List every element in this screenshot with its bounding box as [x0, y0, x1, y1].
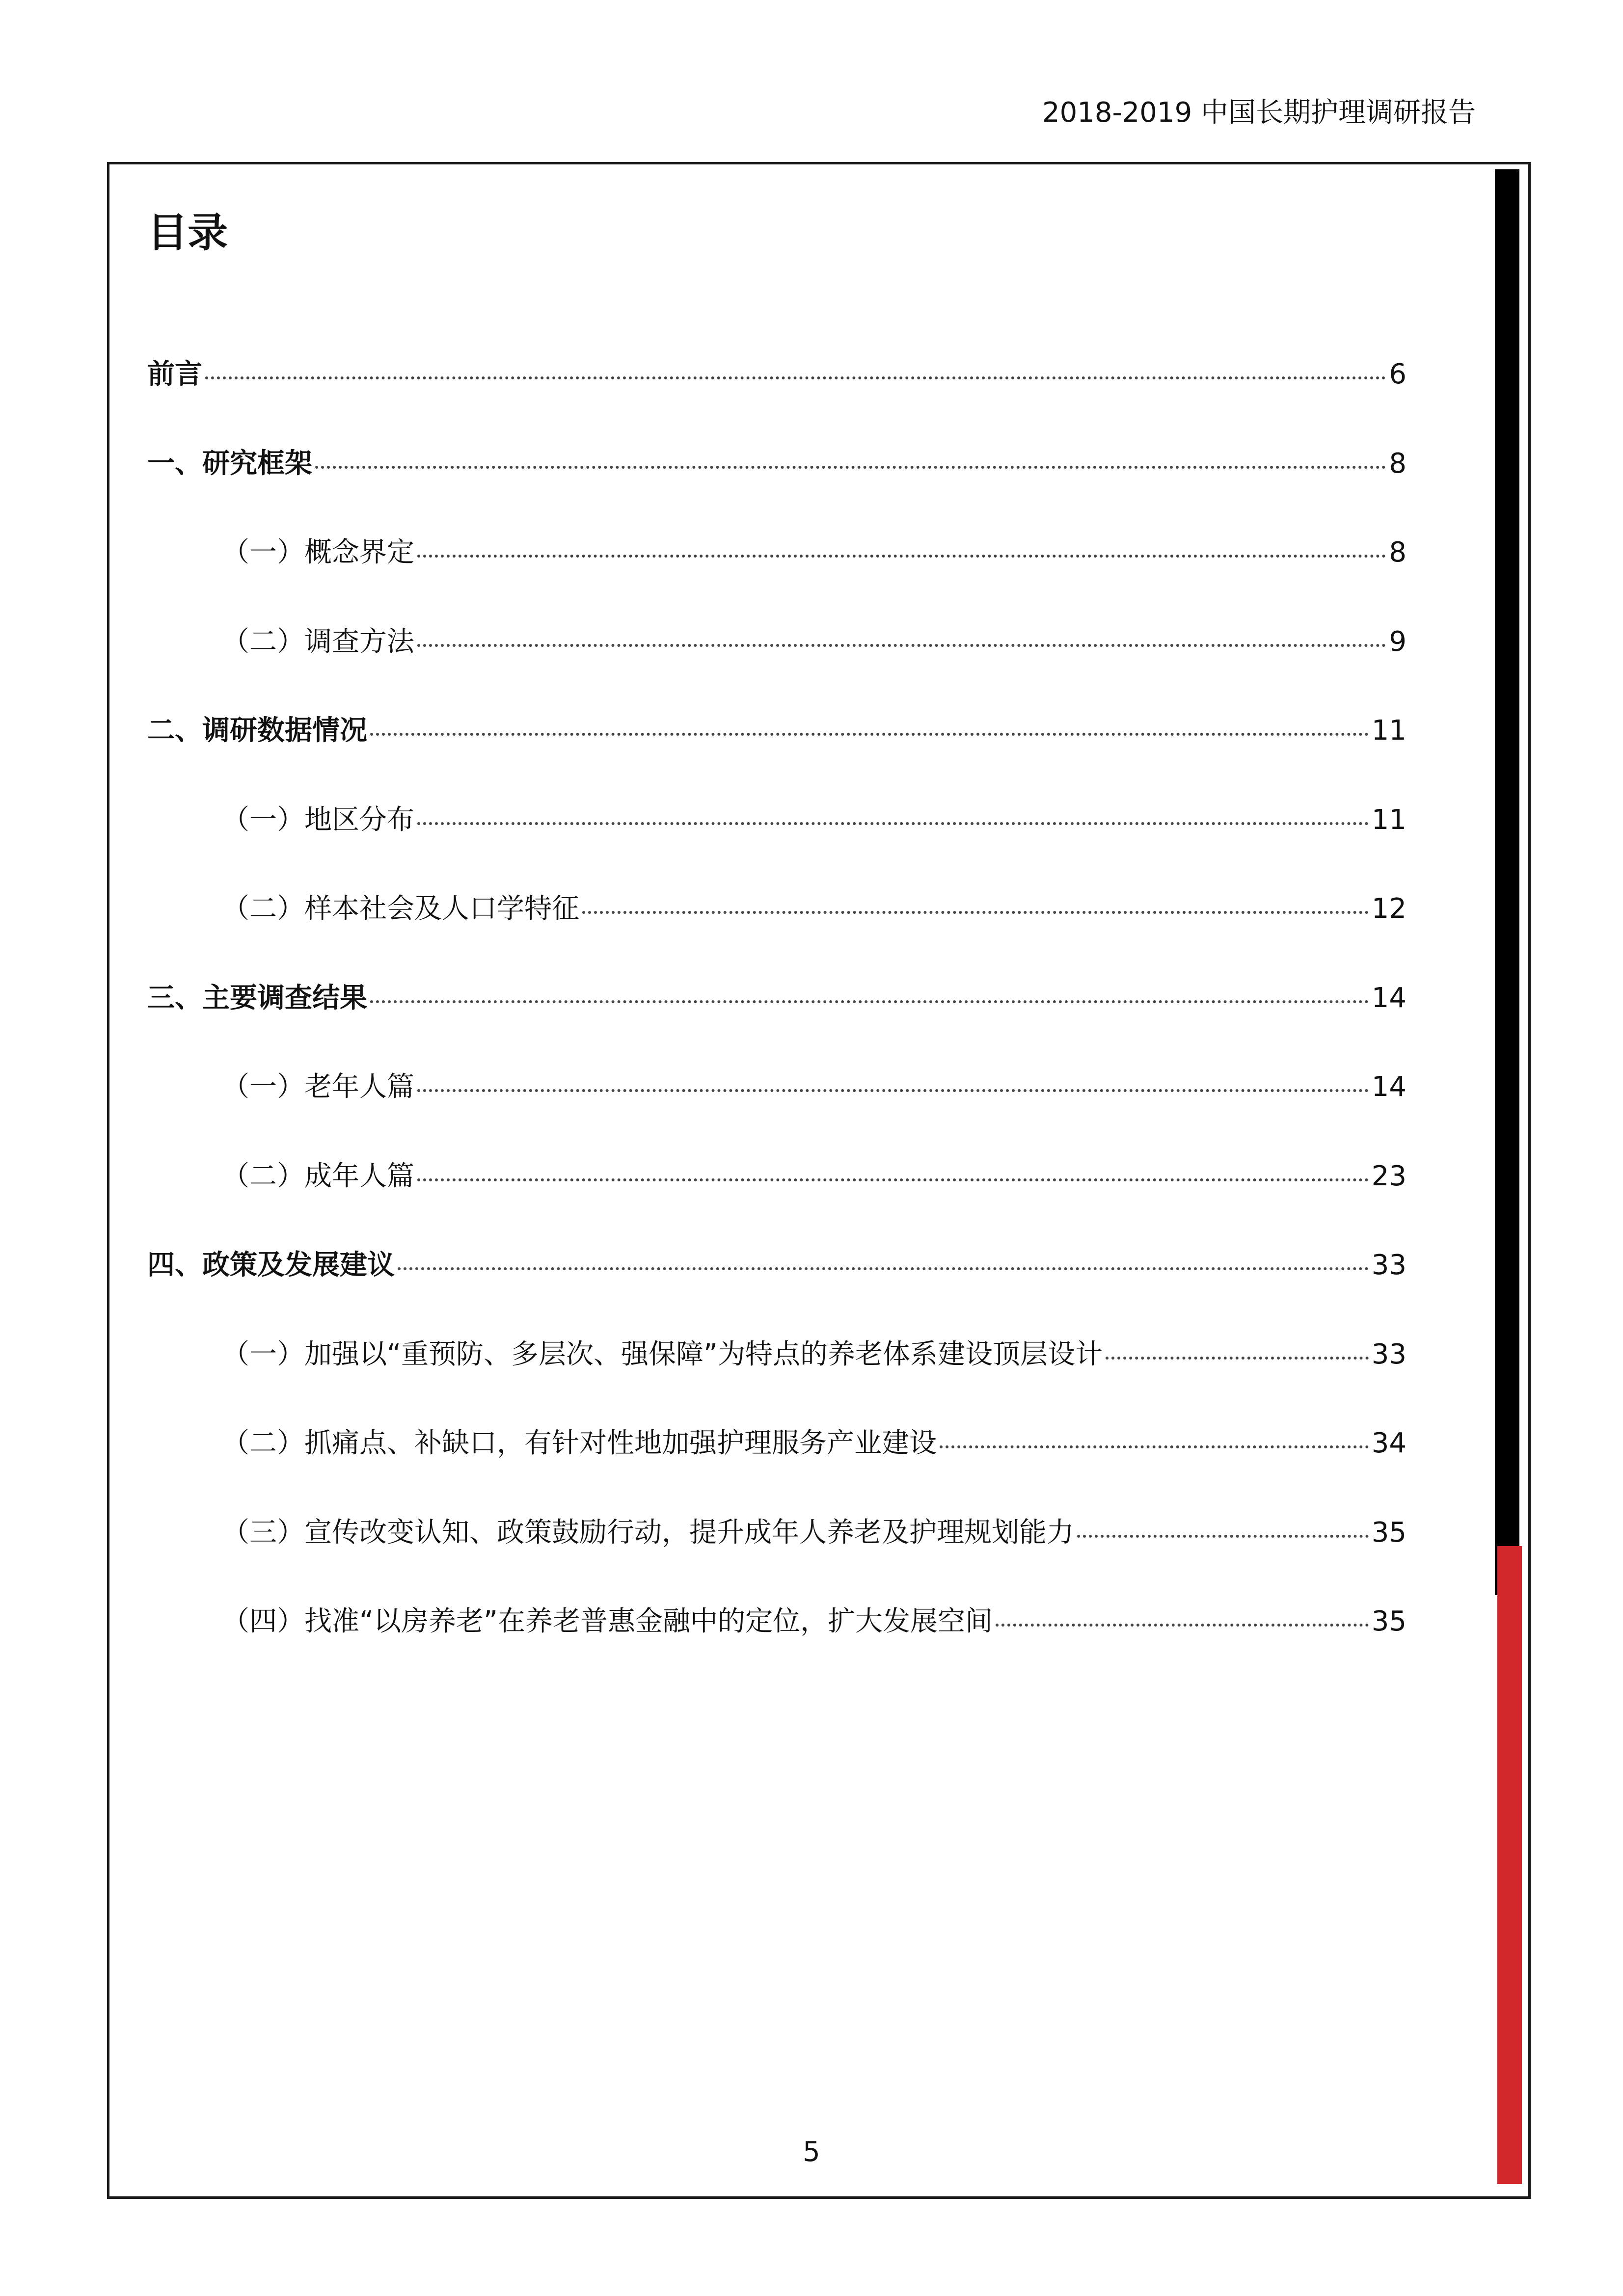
dot-leader	[315, 466, 1386, 469]
toc-entry-label: （一）地区分布	[222, 803, 414, 836]
page-number: 5	[803, 2136, 820, 2168]
toc-entry-4-1[interactable]	[147, 1335, 1407, 1424]
dot-leader	[582, 911, 1369, 914]
toc-entry-3-2[interactable]	[147, 1157, 1407, 1246]
side-bar-black	[1495, 169, 1519, 1595]
toc-entry-label: 三、主要调查结果	[147, 982, 367, 1014]
toc-entry-preface[interactable]	[147, 355, 1407, 444]
toc-entry-3-1[interactable]	[147, 1068, 1407, 1157]
toc-entry-label: （二）调查方法	[222, 625, 414, 658]
dot-leader	[996, 1624, 1369, 1627]
dot-leader	[398, 1267, 1369, 1270]
toc-entry-2-1[interactable]	[147, 801, 1407, 890]
dot-leader	[205, 376, 1386, 379]
toc-entry-page: 11	[1371, 715, 1407, 747]
dot-leader	[417, 1178, 1369, 1181]
toc-entry-label: （一）加强以“重预防、多层次、强保障”为特点的养老体系建设顶层设计	[222, 1338, 1103, 1370]
toc-entry-label: 一、研究框架	[147, 447, 312, 480]
toc-entry-label: （一）老年人篇	[222, 1071, 414, 1103]
toc-entry-page: 33	[1371, 1338, 1407, 1370]
toc-entry-page: 6	[1389, 358, 1407, 390]
dot-leader	[1106, 1357, 1369, 1360]
toc-entry-page: 34	[1371, 1427, 1407, 1459]
toc-entry-page: 14	[1371, 982, 1407, 1014]
toc-entry-4-2[interactable]	[147, 1424, 1407, 1513]
toc-entry-page: 23	[1371, 1160, 1407, 1192]
toc-entry-chapter-1[interactable]	[147, 444, 1407, 534]
toc-entry-label: （一）概念界定	[222, 536, 414, 568]
dot-leader	[940, 1445, 1369, 1448]
dot-leader	[417, 555, 1386, 558]
toc-entry-page: 35	[1371, 1605, 1407, 1637]
toc-entry-label: （三）宣传改变认知、政策鼓励行动，提升成年人养老及护理规划能力	[222, 1516, 1074, 1548]
toc-entry-1-1[interactable]	[147, 533, 1407, 622]
dot-leader	[417, 822, 1369, 825]
toc-entry-page: 8	[1389, 447, 1407, 480]
toc-entry-page: 11	[1371, 803, 1407, 836]
toc-entry-label: （二）抓痛点、补缺口，有针对性地加强护理服务产业建设	[222, 1427, 937, 1459]
running-header: 2018-2019 中国长期护理调研报告	[1042, 97, 1476, 129]
dot-leader	[370, 733, 1369, 736]
toc-entry-page: 14	[1371, 1071, 1407, 1103]
toc-entry-label: （二）样本社会及人口学特征	[222, 893, 579, 925]
toc-entry-chapter-3[interactable]	[147, 979, 1407, 1068]
toc-entry-page: 9	[1389, 625, 1407, 658]
toc-entry-4-4[interactable]	[147, 1602, 1407, 1691]
toc-entry-page: 8	[1389, 536, 1407, 568]
toc-title: 目录	[147, 210, 228, 256]
side-bar-red	[1497, 1546, 1522, 2184]
toc-entry-label: 四、政策及发展建议	[147, 1249, 395, 1281]
toc-entry-label: 前言	[147, 358, 202, 390]
toc-entry-1-2[interactable]	[147, 622, 1407, 712]
toc-entry-label: （四）找准“以房养老”在养老普惠金融中的定位，扩大发展空间	[222, 1605, 993, 1637]
dot-leader	[1077, 1535, 1369, 1538]
table-of-contents	[147, 355, 1407, 1691]
toc-entry-2-2[interactable]	[147, 889, 1407, 979]
toc-entry-chapter-2[interactable]	[147, 711, 1407, 801]
toc-entry-label: 二、调研数据情况	[147, 715, 367, 747]
dot-leader	[417, 644, 1386, 647]
toc-entry-page: 35	[1371, 1516, 1407, 1548]
dot-leader	[417, 1089, 1369, 1092]
toc-entry-label: （二）成年人篇	[222, 1160, 414, 1192]
toc-entry-4-3[interactable]	[147, 1513, 1407, 1602]
toc-entry-page: 33	[1371, 1249, 1407, 1281]
toc-entry-page: 12	[1371, 893, 1407, 925]
toc-entry-chapter-4[interactable]	[147, 1246, 1407, 1335]
dot-leader	[370, 1000, 1369, 1003]
